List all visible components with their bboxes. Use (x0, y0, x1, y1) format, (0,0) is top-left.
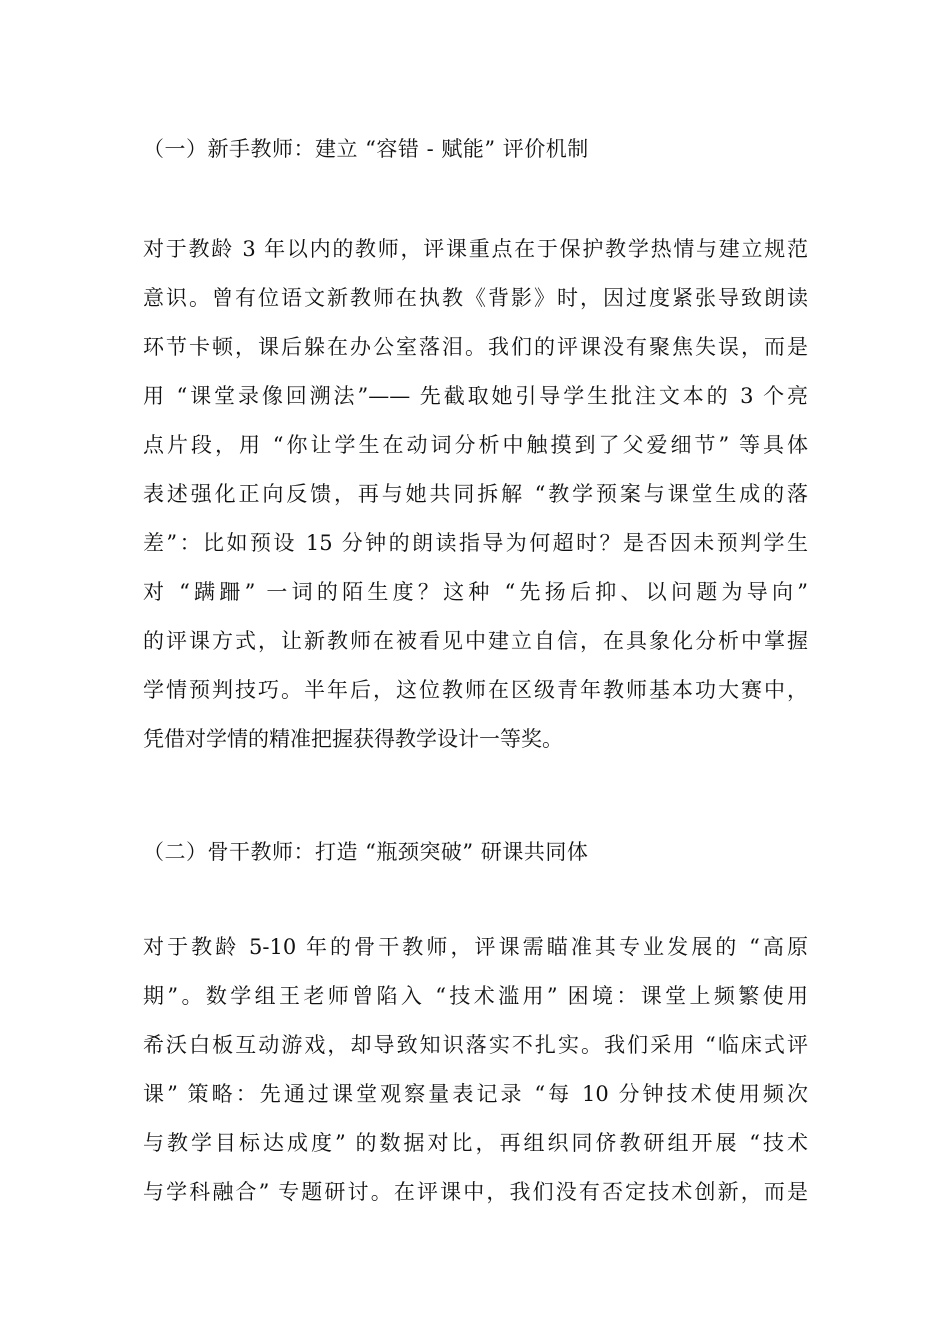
paragraph-line: 学情预判技巧。半年后，这位教师在区级青年教师基本功大赛中， (143, 678, 808, 702)
paragraph-line: 差”：比如预设 15 分钟的朗读指导为何超时？是否因未预判学生 (143, 531, 808, 555)
section-heading-backbone-teachers: （二）骨干教师：打造 “瓶颈突破” 研课共同体 (143, 840, 589, 864)
paragraph-line: 对于教龄 5-10 年的骨干教师，评课需瞄准其专业发展的 “高原 (143, 935, 808, 959)
paragraph-novice-teachers (143, 225, 808, 764)
paragraph-line: 凭借对学情的精准把握获得教学设计一等奖。 (143, 727, 563, 751)
paragraph-line: 环节卡顿，课后躲在办公室落泪。我们的评课没有聚焦失误，而是 (143, 335, 808, 359)
paragraph-line: 意识。曾有位语文新教师在执教《背影》时，因过度紧张导致朗读 (143, 286, 808, 310)
paragraph-line: 点片段，用 “你让学生在动词分析中触摸到了父爱细节” 等具体 (143, 433, 808, 457)
paragraph-line: 用 “课堂录像回溯法”—— 先截取她引导学生批注文本的 3 个亮 (143, 384, 808, 408)
paragraph-line: 对 “蹒跚” 一词的陌生度？这种 “先扬后抑、以问题为导向” (143, 580, 808, 604)
paragraph-line: 表述强化正向反馈，再与她共同拆解 “教学预案与课堂生成的落 (143, 482, 808, 506)
paragraph-line: 的评课方式，让新教师在被看见中建立自信，在具象化分析中掌握 (143, 629, 808, 653)
paragraph-line: 与教学目标达成度” 的数据对比，再组织同侪教研组开展 “技术 (143, 1131, 808, 1155)
paragraph-line: 对于教龄 3 年以内的教师，评课重点在于保护教学热情与建立规范 (143, 237, 808, 261)
paragraph-line: 课” 策略：先通过课堂观察量表记录 “每 10 分钟技术使用频次 (143, 1082, 808, 1106)
paragraph-line: 期”。数学组王老师曾陷入 “技术滥用” 困境：课堂上频繁使用 (143, 984, 808, 1008)
paragraph-line: 与学科融合” 专题研讨。在评课中，我们没有否定技术创新，而是 (143, 1180, 808, 1204)
section-heading-novice-teachers: （一）新手教师：建立 “容错 - 赋能” 评价机制 (143, 137, 589, 161)
paragraph-line: 希沃白板互动游戏，却导致知识落实不扎实。我们采用 “临床式评 (143, 1033, 808, 1057)
paragraph-backbone-teachers (143, 923, 808, 1217)
